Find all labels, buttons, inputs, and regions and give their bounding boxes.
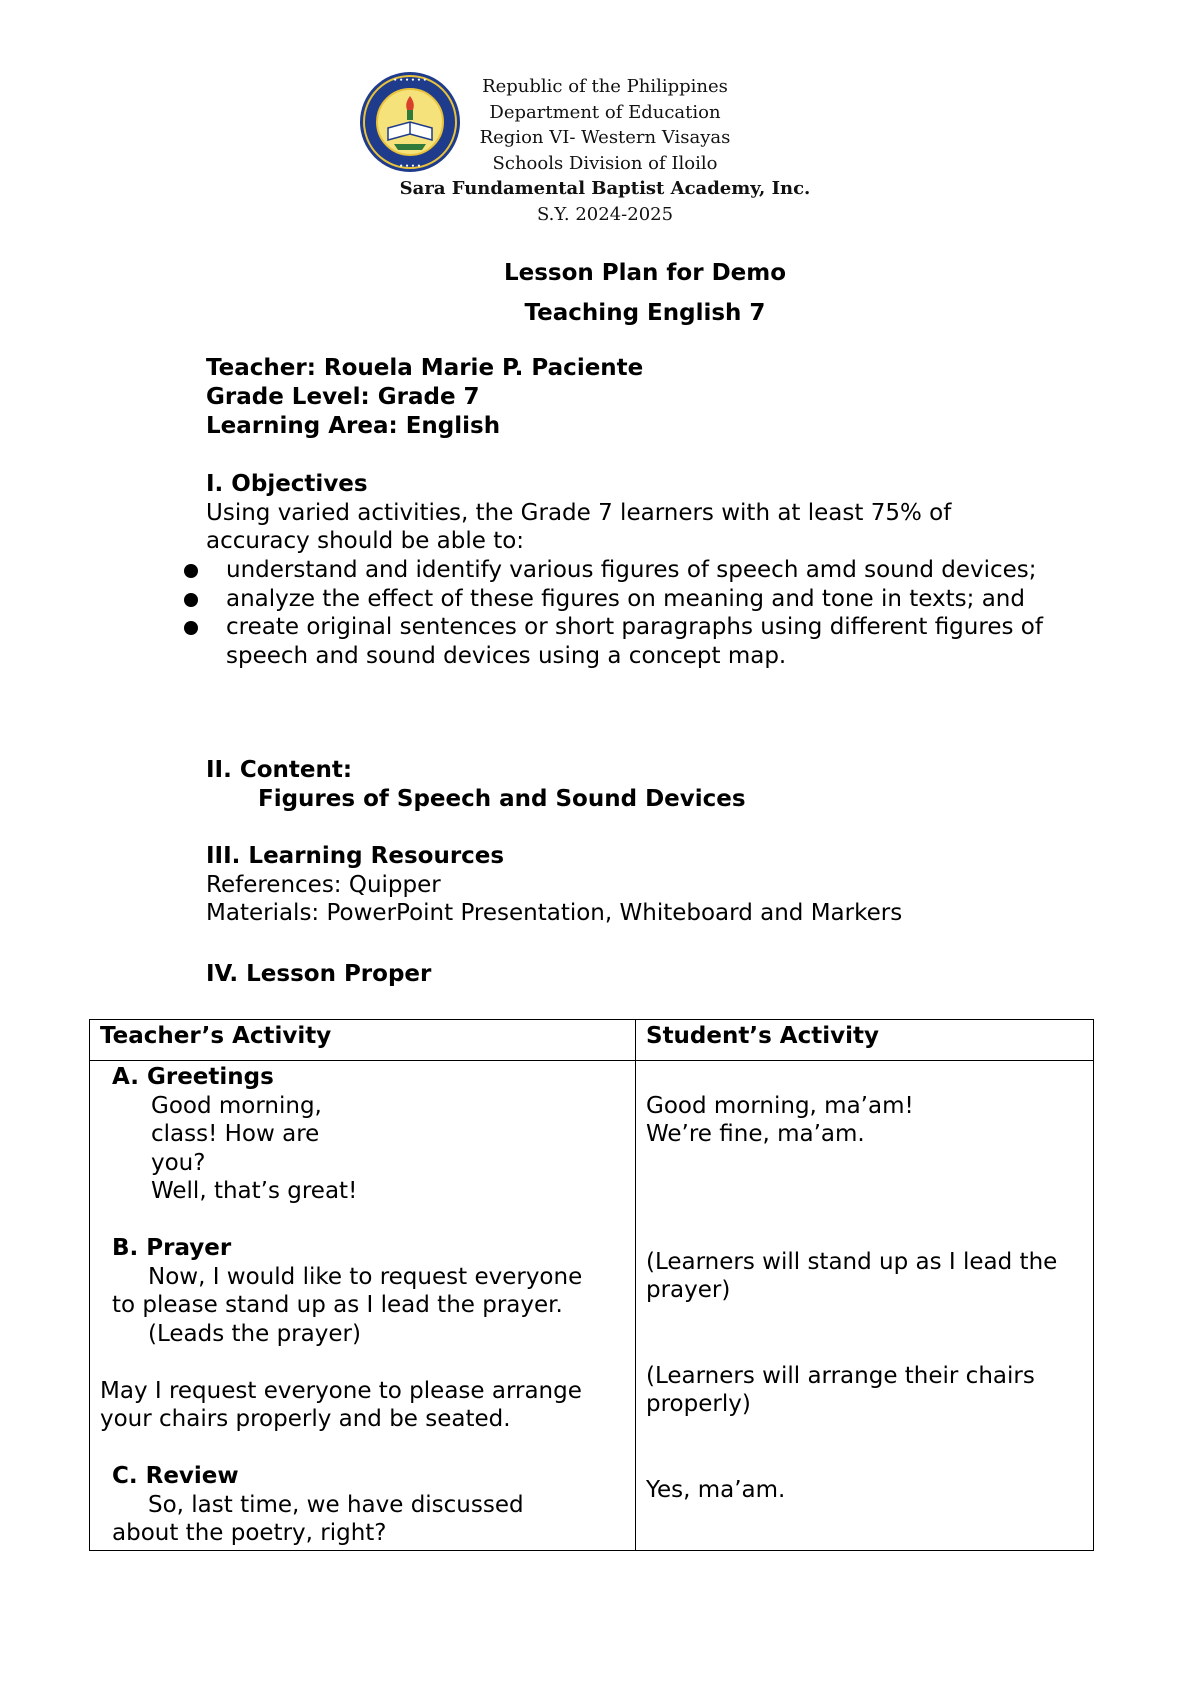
list-item: analyze the effect of these figures on meaning and tone in texts; and — [184, 585, 1044, 614]
objectives-heading: I. Objectives — [206, 471, 368, 497]
greetings-teacher-line: you? — [151, 1149, 206, 1176]
materials-line: Materials: PowerPoint Presentation, Whiteboard and Markers — [206, 900, 903, 926]
list-item: create original sentences or short paragraphs using different figures of speech and sound devices using a concept map. — [184, 613, 1044, 670]
learning-area: Learning Area: English — [206, 413, 501, 439]
content-heading: II. Content: — [206, 757, 353, 783]
review-label: C. Review — [112, 1463, 239, 1489]
title-line-2: Teaching English 7 — [524, 300, 766, 326]
activities-table — [89, 1019, 1094, 1551]
lesson-proper-heading: IV. Lesson Proper — [206, 961, 432, 987]
greetings-student-line: We’re fine, ma’am. — [646, 1121, 865, 1147]
bullet-icon — [184, 621, 198, 635]
prayer-teacher-line: to please stand up as I lead the prayer. — [112, 1292, 563, 1318]
review-teacher-line: So, last time, we have discussed — [148, 1491, 524, 1518]
student-activity-cell — [636, 1061, 1094, 1551]
prayer-teacher-line: Now, I would like to request everyone — [148, 1263, 583, 1290]
title-line-1: Lesson Plan for Demo — [503, 260, 787, 286]
content-topic: Figures of Speech and Sound Devices — [258, 785, 746, 812]
letterhead — [380, 74, 830, 228]
lesson-proper-section — [206, 960, 431, 989]
greetings-student-line: Good morning, ma’am! — [646, 1092, 914, 1119]
teacher-info — [206, 354, 643, 441]
greetings-label: A. Greetings — [112, 1064, 274, 1090]
teacher-activity-cell — [90, 1061, 636, 1551]
prayer-label: B. Prayer — [112, 1235, 232, 1261]
resources-section — [206, 842, 902, 928]
table-row — [90, 1061, 1094, 1551]
grade-level: Grade Level: Grade 7 — [206, 384, 480, 410]
objectives-intro: Using varied activities, the Grade 7 learners with at least 75% of accuracy should be able to: — [206, 499, 952, 554]
letterhead-department: Department of Education — [489, 101, 721, 123]
resources-heading: III. Learning Resources — [206, 843, 505, 869]
review-student-line: Yes, ma’am. — [646, 1476, 786, 1503]
document-title — [340, 256, 950, 336]
content-section — [206, 756, 746, 813]
review-teacher-line: about the poetry, right? — [112, 1520, 387, 1546]
greetings-teacher-line: class! How are — [151, 1121, 320, 1147]
prayer-teacher-line: (Leads the prayer) — [148, 1320, 361, 1347]
objectives-list — [184, 556, 1044, 670]
prayer-student-line: (Learners will stand up as I lead the prayer) — [646, 1248, 1058, 1303]
teacher-activity-header: Teacher’s Activity — [90, 1020, 636, 1061]
objectives-section — [206, 470, 1026, 556]
table-header-row — [90, 1020, 1094, 1061]
letterhead-school-year: S.Y. 2024-2025 — [536, 203, 674, 225]
bullet-icon — [184, 593, 198, 607]
svg-text:• • • •: • • • • — [399, 163, 421, 170]
prayer-teacher-line: May I request everyone to please arrange — [100, 1377, 582, 1404]
prayer-teacher-line: your chairs properly and be seated. — [100, 1406, 511, 1432]
bullet-icon — [184, 564, 198, 578]
letterhead-school: Sara Fundamental Baptist Academy, Inc. — [399, 178, 811, 200]
list-item: understand and identify various figures of speech amd sound devices; — [184, 556, 1044, 585]
greetings-teacher-line: Good morning, — [151, 1092, 322, 1119]
svg-text:• • • • • •: • • • • • • — [393, 77, 427, 84]
letterhead-region: Region VI- Western Visayas — [479, 127, 731, 149]
letterhead-division: Schools Division of Iloilo — [492, 152, 718, 174]
greetings-teacher-line: Well, that’s great! — [151, 1178, 358, 1204]
prayer-student-line: (Learners will arrange their chairs properly) — [646, 1362, 1035, 1417]
teacher-name: Teacher: Rouela Marie P. Paciente — [206, 355, 644, 381]
references-line: References: Quipper — [206, 871, 441, 898]
student-activity-header: Student’s Activity — [636, 1020, 1094, 1061]
letterhead-country: Republic of the Philippines — [482, 76, 728, 97]
